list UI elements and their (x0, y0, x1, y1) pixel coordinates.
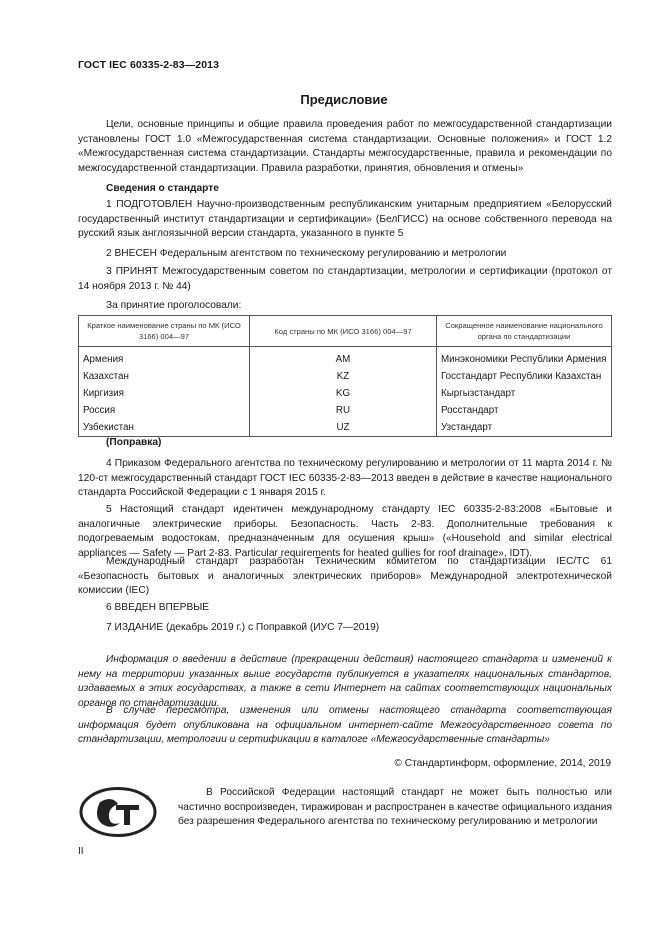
svg-text:®: ® (145, 796, 150, 802)
country-cell: Армения (79, 347, 250, 369)
intro-text: Цели, основные принципы и общие правила проведения работ по межгосударственной стандартизации установлены ГОСТ 1.0 «Межгосударственная система стандартизации. Основные положения» и ГОСТ 1.2 «Межгосударственная система стандартизации. Стандарты межгосударственные, правила и рекомендации по межгосударственной стандартизации. Правила разработки, принятия, обновления и отмены» (78, 119, 612, 174)
code-cell: AM (250, 347, 437, 369)
info-1-text: Информация о введении в действие (прекращении действия) настоящего стандарта и изменений к нему на территории указанных выше государств публикуется в указателях национальных стандартов, издаваемых в этих государствах, а также в сети Интернет на сайтах соответствующих национальных органов по стандартизации. (78, 654, 612, 709)
body-cell: Кыргызстандарт (437, 385, 612, 402)
country-cell: Киргизия (79, 385, 250, 402)
rst-logo-icon (78, 786, 158, 838)
item-5-text: 5 Настоящий стандарт идентичен международному стандарту IEC 60335-2-83:2008 «Бытовые и аналогичные электрические приборы. Безопасность. Часть 2-83. Дополнительные требования к подогреваемым водостокам, предназначенным для осушения крыш» («Household and similar electrical appliances — Safety — Part 2-83. Particular requirements for heated gullies for roof drainage», IDT). (78, 504, 612, 559)
table-row (79, 385, 612, 402)
country-cell: Узбекистан (79, 419, 250, 437)
item-1-text: 1 ПОДГОТОВЛЕН Научно-производственным республиканским унитарным предприятием «Белорусский государственный институт стандартизации и сертификации» (БелГИСС) на основе собственного перевода на русский язык англоязычной версии стандарта, указанного в пункте 5 (78, 199, 612, 240)
code-cell: KZ (250, 368, 437, 385)
rf-notice (178, 786, 612, 830)
amendment-label: (Поправка) (106, 437, 162, 448)
info-paragraph-2 (78, 704, 612, 748)
item-5 (78, 503, 612, 561)
item-3 (78, 265, 612, 294)
table-row (79, 368, 612, 385)
country-cell: Россия (79, 402, 250, 419)
table-row (79, 419, 612, 437)
info-2-text: В случае пересмотра, изменения или отмены настоящего стандарта соответствующая информация будет опубликована на официальном интернет-сайте Межгосударственного совета по стандартизации, метрологии и сертификации в каталоге «Межгосударственные стандарты» (78, 705, 612, 746)
item-5-note-text: Международный стандарт разработан Техническим комитетом по стандартизации IEC/TC 61 «Безопасность бытовых и аналогичных электрических приборов» Международной электротехнической комиссии (IEC) (78, 556, 612, 597)
vote-table (78, 315, 612, 437)
vote-table-header-body: Сокращенное наименование национального органа по стандартизации (437, 316, 612, 347)
copyright: © Стандартинформ, оформление, 2014, 2019 (394, 758, 611, 769)
item-1 (78, 198, 612, 242)
vote-label: За принятие проголосовали: (106, 300, 242, 311)
info-paragraph-1 (78, 653, 612, 711)
table-row (79, 347, 612, 369)
body-cell: Минэкономики Республики Армения (437, 347, 612, 369)
vote-table-header-code: Код страны по МК (ИСО 3166) 004—97 (250, 316, 437, 347)
code-cell: KG (250, 385, 437, 402)
page-number: II (78, 846, 84, 857)
vote-table-header-row (79, 316, 612, 347)
section-title: Сведения о стандарте (106, 183, 219, 194)
page-title: Предисловие (300, 92, 388, 107)
code-cell: RU (250, 402, 437, 419)
country-cell: Казахстан (79, 368, 250, 385)
item-4-text: 4 Приказом Федерального агентства по техническому регулированию и метрологии от 11 марта 2014 г. № 120-ст межгосударственный стандарт ГОСТ IEC 60335-2-83—2013 введен в действие в качестве национального стандарта Российской Федерации с 1 января 2015 г. (78, 458, 612, 499)
item-5-note (78, 555, 612, 599)
body-cell: Росстандарт (437, 402, 612, 419)
code-cell: UZ (250, 419, 437, 437)
document-code-header: ГОСТ IEC 60335-2-83—2013 (78, 59, 220, 71)
item-6: 6 ВВЕДЕН ВПЕРВЫЕ (106, 602, 210, 613)
item-4 (78, 457, 612, 501)
item-7: 7 ИЗДАНИЕ (декабрь 2019 г.) с Поправкой (ИУС 7—2019) (106, 622, 380, 633)
vote-table-header-country: Краткое наименование страны по МК (ИСО 3166) 004—97 (79, 316, 250, 347)
item-3-text: 3 ПРИНЯТ Межгосударственным советом по стандартизации, метрологии и сертификации (протокол от 14 ноября 2013 г. № 44) (78, 266, 612, 292)
table-row (79, 402, 612, 419)
body-cell: Узстандарт (437, 419, 612, 437)
intro-paragraph (78, 118, 612, 176)
rf-notice-text: В Российской Федерации настоящий стандарт не может быть полностью или частично воспроизведен, тиражирован и распространен в качестве официального издания без разрешения Федерального агентства по техническому регулированию и метрологии (178, 787, 612, 828)
item-2: 2 ВНЕСЕН Федеральным агентством по техническому регулированию и метрологии (106, 248, 507, 259)
body-cell: Госстандарт Республики Казахстан (437, 368, 612, 385)
